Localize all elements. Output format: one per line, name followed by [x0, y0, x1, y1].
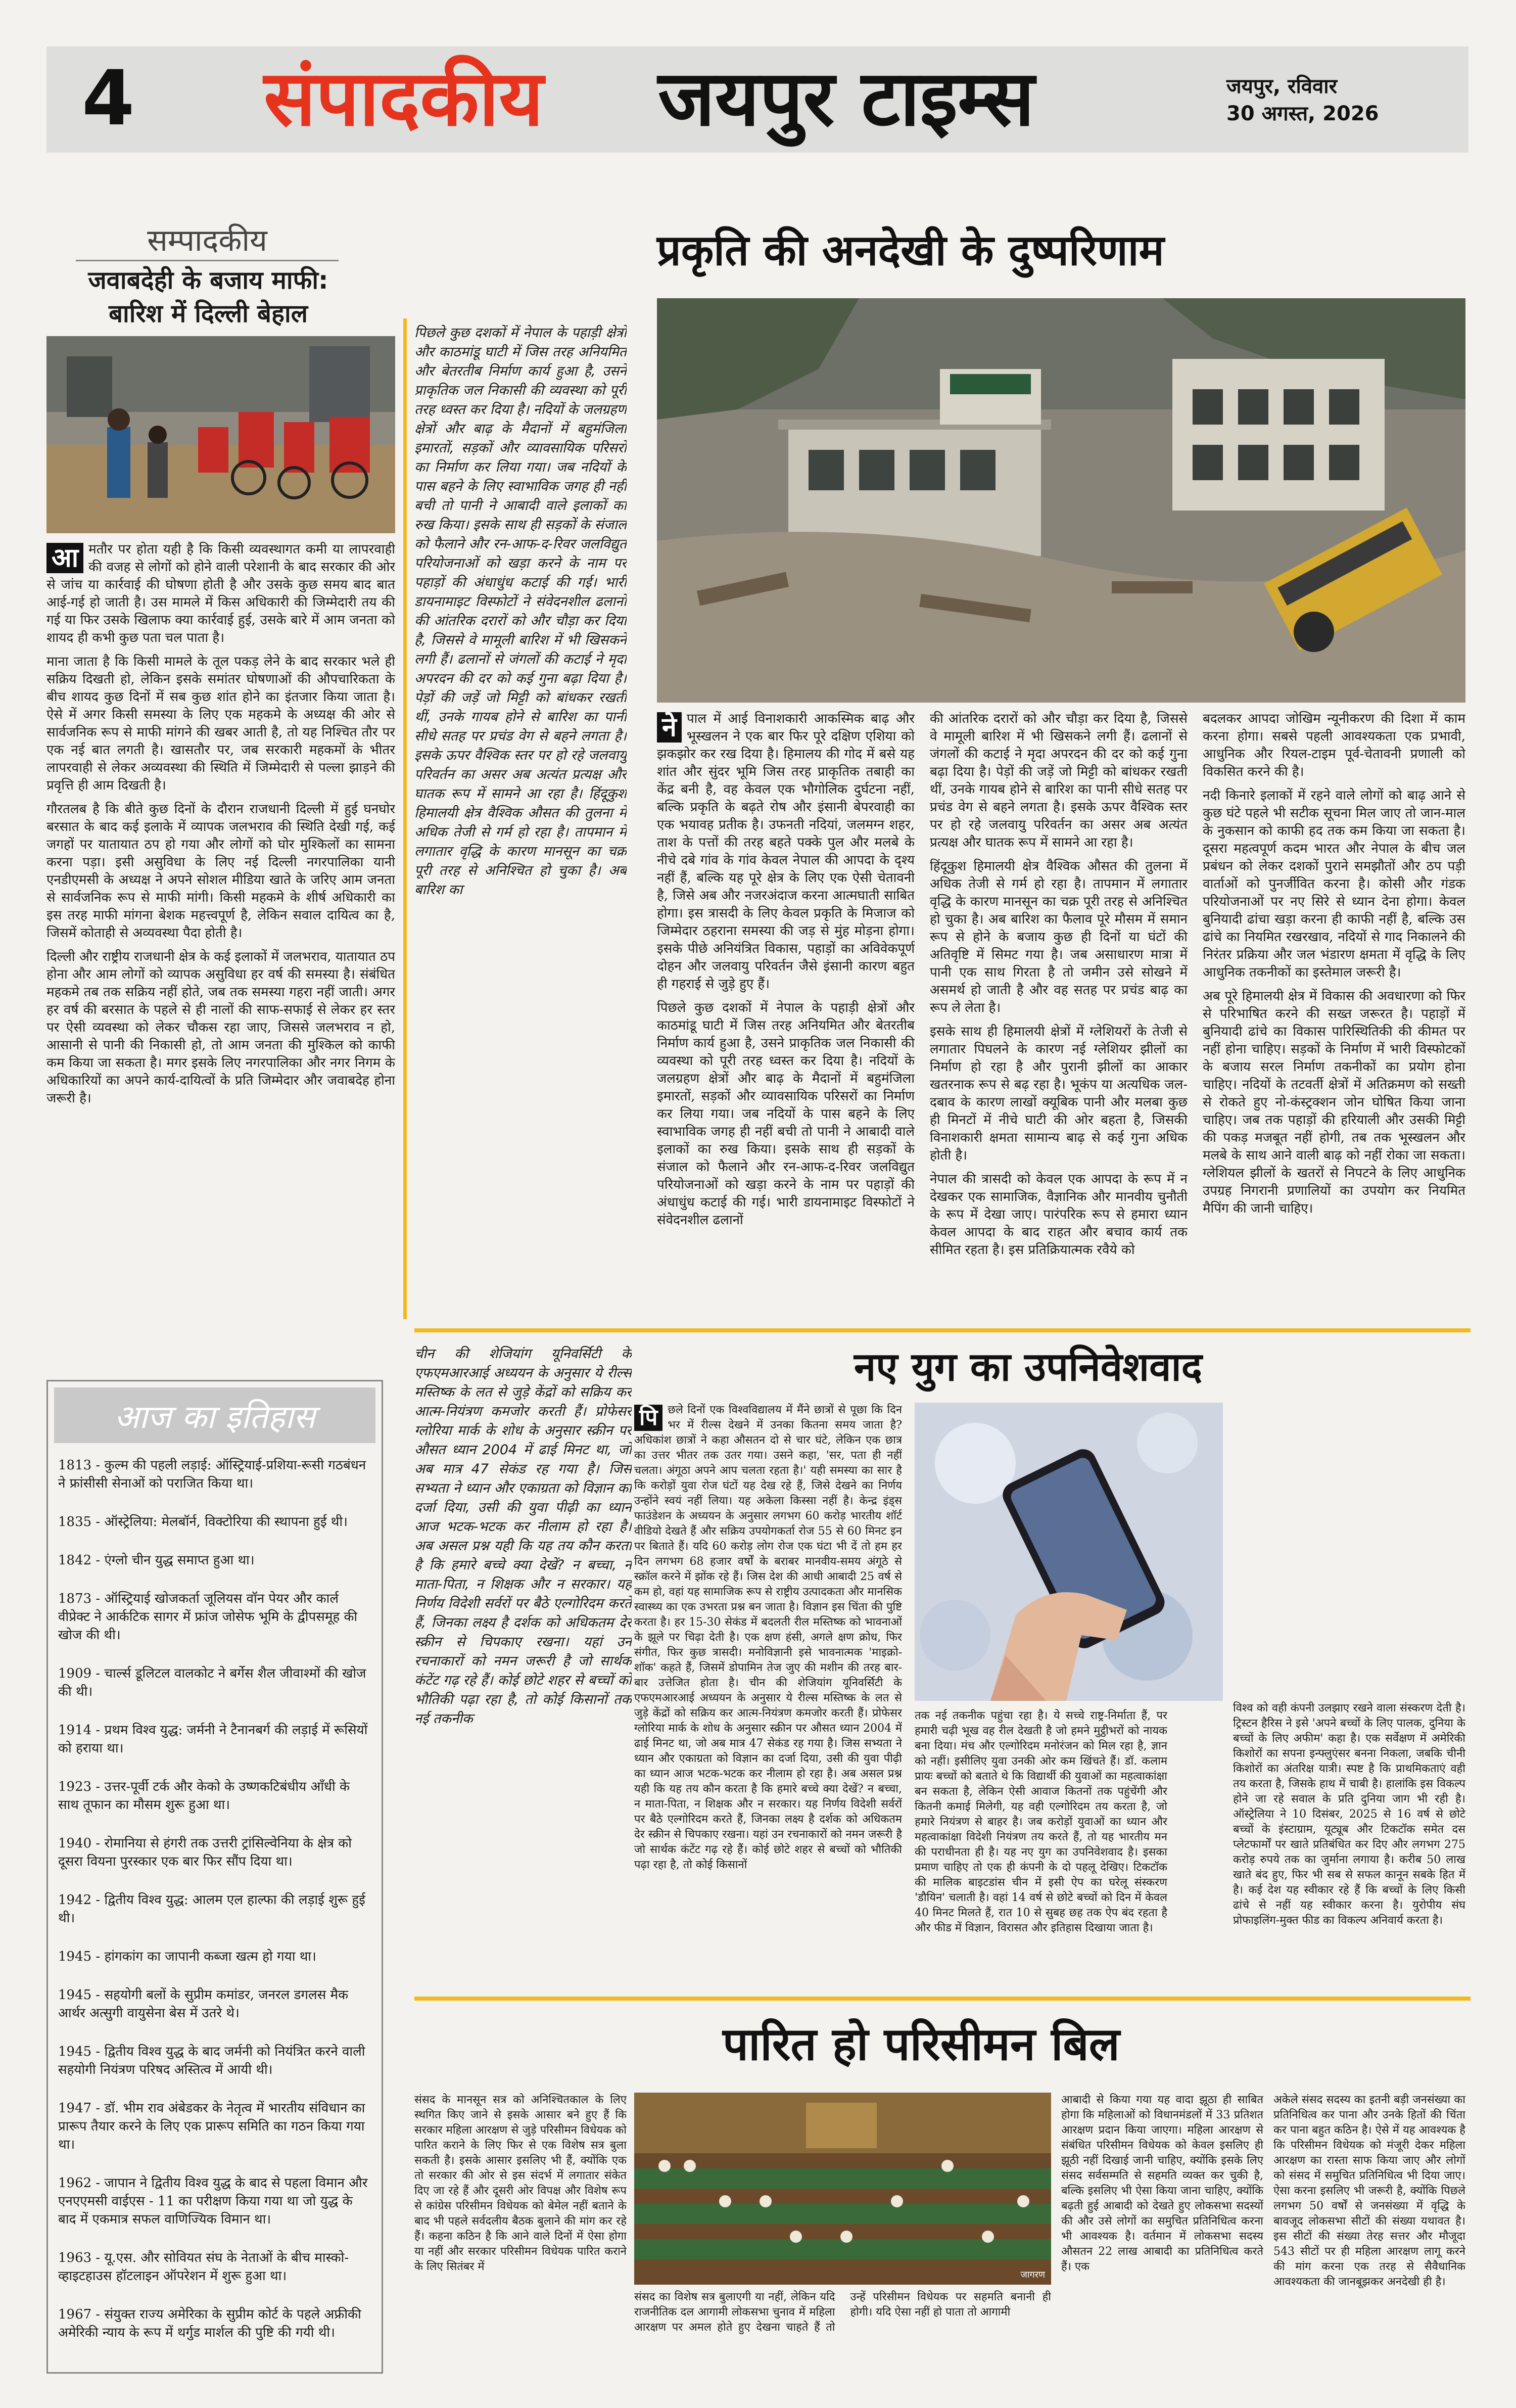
- delimitation-col-3: अकेले संसद सदस्य का इतनी बड़ी जनसंख्या का प्रतिनिधित्व कर पाना और उनके हितों की चिंता कर पाना बहुत कठिन है। ऐसे में यह आवश्यक है कि परिसीमन विधेयक को मंजूरी देकर महिला आरक्षण का रास्ता साफ किया जाए और लोगों को संसद में समुचित प्रतिनिधित्व भी दिया जाए। ऐसा करना इसलिए भी जरूरी है, क्योंकि पिछले लगभग 50 वर्षों से जनसंख्या में वृद्धि के बावजूद लोकसभा सीटों की संख्या यथावत है। इस सीटों की संख्या तेरह सत्तर और मौजूदा 543 सीटों पर ही महिला आरक्षण लागू करने की मांग करना एक तरह से सैवैधानिक आवश्यकता की जानबूझकर अनदेखी ही है।: [1273, 2094, 1465, 2288]
- history-item: 1945 - द्वितीय विश्व युद्ध के बाद जर्मनी को नियंत्रित करने वाली सहयोगी नियंत्रण परिषद अस्तित्व में आयी थी।: [58, 2044, 365, 2077]
- pullquote-nepal: पिछले कुछ दशकों में नेपाल के पहाड़ी क्षेत्रों और काठमांडू घाटी में जिस तरह अनियमित और बेतरतीब निर्माण कार्य हुआ है, उसने प्राकृतिक जल निकासी की व्यवस्था को पूरी तरह ध्वस्त कर दिया है। नदियों के जलग्रहण क्षेत्रों और बाढ़ के मैदानों में बहुमंजिला इमारतों, सड़कों और व्यावसायिक परिसरों का निर्माण कर लिया गया। जब नदियों के पास बहने के लिए स्वाभाविक जगह ही नहीं बची तो पानी ने आबादी वाले इलाकों का रुख किया। इसके साथ ही सड़कों के संजाल को फैलाने और रन-आफ-द-रिवर जलविद्युत परियोजनाओं को खड़ा करने के नाम पर पहाड़ों की अंधाधुंध कटाई की गई। भारी डायनामाइट विस्फोटों ने संवेदनशील ढलानों की आंतरिक दरारों को और चौड़ा कर दिया है, जिससे वे मामूली बारिश में भी खिसकने लगी हैं। ढलानों से जंगलों की कटाई ने मृदा अपरदन की दर को कई गुना बढ़ा दिया है। पेड़ों की जड़ें जो मिट्टी को बांधकर रखती थीं, उनके गायब होने से बारिश का पानी सीधे सतह पर प्रचंड वेग से बहने लगता है। इसके ऊपर वैश्विक स्तर पर हो रहे जलवायु परिवर्तन का असर अब अत्यंत प्रत्यक्ष और घातक रूप में सामने आ रहा है। हिंदूकुश हिमालयी क्षेत्र वैश्विक औसत की तुलना में अधिक तेजी से गर्म हो रहा है। तापमान में लगातार वृद्धि के कारण मानसून का चक्र पूरी तरह से अनिश्चित हो चुका है। अब बारिश का: [414, 325, 627, 898]
- nepal-flood-photo: [657, 298, 1465, 703]
- history-item: 1813 - कुल्म की पहली लड़ाई: ऑस्ट्रियाई-प्रशिया-रूसी गठबंधन ने फ्रांसीसी सेनाओं को पराजित किया था।: [58, 1458, 366, 1491]
- delhi-rain-photo: [46, 336, 395, 533]
- feature-col-3: बदलकर आपदा जोखिम न्यूनीकरण की दिशा में काम करना होगा। सबसे पहली आवश्यकता एक प्रभावी, आधुनिक और रियल-टाइम पूर्व-चेतावनी प्रणाली को विकसित करने की है। नदी किनारे इलाकों में रहने वाले लोगों को बाढ़ आने से कुछ घंटे पहले भी सटीक सूचना मिल जाए तो जान-माल के नुकसान को काफी हद तक कम किया जा सकता है। दूसरा महत्वपूर्ण कदम भारत और नेपाल के बीच जल प्रबंधन को लेकर दशकों पुराने समझौतों और ठप पड़ी वार्ताओं को पुनर्जीवित करना है। कोसी और गंडक परियोजनाओं पर नए सिरे से ध्यान देना होगा। केवल बुनियादी ढांचा खड़ा करना ही काफी नहीं है, बल्कि उस ढांचे का नियमित रखरखाव, नदियों से गाद निकालने की निरंतर प्रक्रिया और जल भंडारण क्षमता में वृद्धि के लिए आधुनिक तकनीकों का इस्तेमाल जरूरी है। अब पूरे हिमालयी क्षेत्र में विकास की अवधारणा को फिर से परिभाषित करने की सख्त जरूरत है। पहाड़ों में बुनियादी ढांचे का विकास पारिस्थितिकी की कीमत पर नहीं होना चाहिए। सड़कों के निर्माण में भारी विस्फोटकों के बजाय सरल निर्माण तकनीकों का प्रयोग होना चाहिए। नदियों के तटवर्ती क्षेत्रों में अतिक्रमण को सख्ती से रोकते हुए नो-कंस्ट्रक्शन जोन घोषित किया जाना चाहिए। जब तक पहाड़ों की हरियाली और उसकी मिट्टी की पकड़ मजबूत नहीं होगी, तब तक भूस्खलन और मलबे के साथ आने वाली बाढ़ को नहीं रोका जा सकता। ग्लेशियल झीलों के खतरों से निपटने के लिए आधुनिक उपग्रह निगरानी प्रणालियों का उपयोग कर नियमित मैपिंग की जानी चाहिए।: [1203, 711, 1465, 1216]
- parliament-photo: [634, 2093, 1051, 2285]
- issue-date: 30 अगस्त, 2026: [1226, 102, 1379, 125]
- history-item: 1835 - ऑस्ट्रेलिया: मेलबॉर्न, विक्टोरिया की स्थापना हुई थी।: [58, 1514, 348, 1530]
- city-day: जयपुर, रविवार: [1226, 75, 1338, 98]
- delimitation-headline: पारित हो परिसीमन बिल: [723, 2018, 1120, 2071]
- editorial-headline: जवाबदेही के बजाय माफी: बारिश में दिल्ली बेहाल: [88, 266, 328, 328]
- dateline: [1226, 73, 1449, 127]
- drop-cap: ने: [657, 712, 682, 743]
- section-divider: [414, 1328, 1471, 1332]
- feature-col-2: की आंतरिक दरारों को और चौड़ा कर दिया है, जिससे वे मामूली बारिश में भी खिसकने लगी हैं। ढलानों से जंगलों की कटाई ने मृदा अपरदन की दर को कई गुना बढ़ा दिया है। पेड़ों की जड़ें जो मिट्टी को बांधकर रखती थीं, उनके गायब होने से बारिश का पानी सीधे सतह पर प्रचंड वेग से बहने लगता है। इसके ऊपर वैश्विक स्तर पर हो रहे जलवायु परिवर्तन का असर अब अत्यंत प्रत्यक्ष और घातक रूप में सामने आ रहा है। हिंदूकुश हिमालयी क्षेत्र वैश्विक औसत की तुलना में अधिक तेजी से गर्म हो रहा है। तापमान में लगातार वृद्धि के कारण मानसून का चक्र पूरी तरह से अनिश्चित हो चुका है। अब बारिश का फैलाव पूरे मौसम में समान रूप से होने के बजाय कुछ ही दिनों या घंटों की अतिवृष्टि में सिमट गया है। जब असाधारण मात्रा में पानी एक साथ गिरता है तो जमीन उसे सोखने में असमर्थ हो जाती है और वह सतह पर प्रचंड बाढ़ का रूप ले लेता है। इसके साथ ही हिमालयी क्षेत्रों में ग्लेशियरों के तेजी से लगातार पिघलने के कारण नई ग्लेशियर झीलों का निर्माण हो रहा है और पुरानी झीलों का आकार खतरनाक रूप से बढ़ रहा है। भूकंप या अत्यधिक जल-दबाव के कारण लाखों क्यूबिक पानी और मलबा कुछ ही मिनटों में नीचे घाटी की ओर बहता है, जिसकी विनाशकारी क्षमता सामान्य बाढ़ से कई गुना अधिक होती है। नेपाल की त्रासदी को केवल एक आपदा के रूप में न देखकर एक सामाजिक, वैज्ञानिक और मानवीय चुनौती के रूप में देखा जाए। पारंपरिक रूप से हमारा ध्यान केवल आपदा के बाद राहत और बचाव कार्य तक सीमित रहता है। इस प्रतिक्रियात्मक रवैये को: [930, 711, 1188, 1258]
- history-title-bar: [54, 1387, 375, 1443]
- colonial-col-3: विश्व को वही कंपनी उलझाए रखने वाला संस्करण देती है। ट्रिस्टन हैरिस ने इसे 'अपने बच्चों के लिए पालक, दुनिया के बच्चों के लिए अफीम' कहा है। एक सर्वेक्षण में अमेरिकी किशोरों का सपना इन्फ्लुएंसर बनना निकला, जबकि चीनी किशोरों का अंतरिक्ष यात्री। स्पष्ट है कि प्राथमिकताएं वही तय करता है, जिसके हाथ में चाबी है। हालांकि इस विकल्प होने जा रहे सवाल के प्रति दुनिया जाग भी रही है। ऑस्ट्रेलिया ने 10 दिसंबर, 2025 से 16 वर्ष से छोटे बच्चों के इंस्टाग्राम, यूट्यूब और टिकटॉक समेत दस प्लेटफार्मों पर खाते प्रतिबंधित कर दिए और लगभग 275 करोड़ रुपये तक का जुर्माना लगाया है। करीब 50 लाख खाते बंद हुए, फिर भी सब से सफल कानून सबके हित में है। कई देश यह स्वीकार रहे हैं कि बच्चों के लिए किसी ढांचे से नहीं यह स्वीकार करना है। युरोपीय संघ प्रोफाइलिंग-मुक्त फीड का विकल्प अनिवार्य करता है।: [1233, 1702, 1465, 1927]
- hand-holding-phone-image: [915, 1403, 1223, 1701]
- history-item: 1962 - जापान ने द्वितीय विश्व युद्ध के बाद से पहला विमान और एनएएमसी वाईएस - 11 का परीक्षण किया गया था जो युद्ध के बाद में एकमात्र सफल वाणिज्यिक विमान था।: [58, 2175, 368, 2227]
- colonial-headline: नए युग का उपनिवेशवाद: [854, 1345, 1203, 1390]
- drop-cap: आ: [46, 543, 83, 573]
- history-item: 1923 - उत्तर-पूर्वी टर्क और केको के उष्णकटिबंधीय आँधी के साथ तूफान का मौसम शुरू हुआ था।: [58, 1779, 350, 1813]
- newspaper-name: जयपुर टाइम्स: [658, 54, 1035, 143]
- history-item: 1873 - ऑस्ट्रियाई खोजकर्ता जूलियस वॉन पेयर और कार्ल वीप्रेक्ट ने आर्कटिक सागर में फ्रांज जोसेफ भूमि के द्वीपसमूह की खोज की थी।: [58, 1591, 358, 1643]
- history-item: 1945 - सहयोगी बलों के सुप्रीम कमांडर, जनरल डगलस मैक आर्थर अत्सुगी वायुसेना बेस में उतरे थे।: [58, 1987, 349, 2021]
- history-item: 1842 - एंग्लो चीन युद्ध समाप्त हुआ था।: [58, 1553, 255, 1568]
- flood-debris-image: [657, 298, 1465, 703]
- parliament-session-image: [634, 2093, 1051, 2285]
- history-item: 1909 - चार्ल्स डूलिटल वालकोट ने बर्गेस शैल जीवाश्मों की खोज की थी।: [58, 1666, 366, 1699]
- delimitation-left: संसद के मानसून सत्र को अनिश्चितकाल के लिए स्थगित किए जाने से इसके आसार बने हुए हैं कि सरकार महिला आरक्षण से जुड़े परिसीमन विधेयक को पारित कराने के लिए फिर से एक विशेष सत्र बुला सकती है। इसके आसार इसलिए भी हैं, क्योंकि एक तो सरकार की ओर से इस संदर्भ में लगातार संकेत दिए जा रहे हैं और दूसरी ओर विपक्ष और विशेष रूप से कांग्रेस परिसीमन विधेयक को बेमेल नहीं बताने के बाद भी पहले सर्वदलीय बैठक बुलाने की मांग कर रहे हैं। कहना कठिन है कि आने वाले दिनों में ऐसा होगा या नहीं और सरकार परिसीमन विधेयक पारित कराने के लिए सितंबर में: [414, 2094, 627, 2273]
- section-divider-2: [414, 1997, 1471, 2001]
- colonial-col-2: तक नई तकनीक पहुंचा रहा है। ये सच्चे राष्ट्र-निर्माता हैं, पर हमारी चढ़ी भूख वह रील देखती है जो हमने मुट्ठीभरों को नायक बना दिया। मंच और एल्गोरिदम मनोरंजन को मिल रहा है, ज्ञान को नहीं। इसीलिए युवा उनकी ओर कम खिंचते हैं। डॉ. कलाम प्रायः बच्चों को बताते थे कि विद्यार्थी की युवाओं का महत्वाकांक्षा बन सकता है, लेकिन ऐसी आवाज कितनों तक पहुंचेंगी और कितनी कमाई मिलेगी, यह वही एल्गोरिदम तय करता है, जो हमारे नियंत्रण से बाहर है। जब करोड़ों युवाओं का ध्यान और महत्वाकांक्षा विदेशी नियंत्रण तय करते हैं, तो यह भारतीय मन की पराधीनता ही है। यह नए युग का उपनिवेशवाद है। इसका प्रमाण चाहिए तो एक ही कंपनी के दो पहलू देखिए। टिकटॉक की मालिक बाइटडांस चीन में इसी ऐप का घरेलू संस्करण 'डौयिन' चलाती है। वहां 14 वर्ष से छोटे बच्चों को दिन में केवल 40 मिनट मिलते हैं, रात 10 से सुबह छह तक ऐप बंद रहता है और फीड में विज्ञान, विरासत और इतिहास दिखाया जाता है।: [915, 1709, 1167, 1934]
- history-item: 1947 - डॉ. भीम राव अंबेडकर के नेतृत्व में भारतीय संविधान का प्रारूप तैयार करने के लिए एक प्रारूप समिति का गठन किया गया था।: [58, 2101, 365, 2152]
- history-item: 1914 - प्रथम विश्व युद्ध: जर्मनी ने टैनानबर्ग की लड़ाई में रूसियों को हराया था।: [58, 1723, 368, 1756]
- delimitation-col-2: आबादी से किया गया यह वादा झूठा ही साबित होगा कि महिलाओं को विधानमंडलों में 33 प्रतिशत आरक्षण प्रदान किया जाएगा। महिला आरक्षण से संबंधित परिसीमन विधेयक को केवल इसलिए ही झूठी नहीं दिखाई जानी चाहिए, क्योंकि इसके लिए संसद सर्वसम्मति से सहमति व्यक्त कर चुकी है, बल्कि इसलिए भी ऐसा किया जाना चाहिए, क्योंकि बढ़ती हुई आबादी को देखते हुए लोकसभा सदस्यों की और उसे लोगों का समुचित प्रतिनिधित्व करना भी आवश्यक है। वर्तमान में लोकसभा सदस्य औसतन 22 लाख आबादी का प्रतिनिधित्व करते हैं। एक: [1061, 2094, 1263, 2273]
- feature-col-1: ने पाल में आई विनाशकारी आकस्मिक बाढ़ और भूस्खलन ने एक बार फिर पूरे दक्षिण एशिया को झकझोर कर रख दिया है। हिमालय की गोद में बसे यह शांत और सुंदर भूमि जिस तरह प्राकृतिक तबाही का केंद्र बनी है, वह केवल एक भौगोलिक दुर्घटना नहीं, बल्कि प्रकृति के बढ़ते रोष और इंसानी बेपरवाही का एक भयावह प्रतीक है। उफनती नदियां, जलमग्न शहर, ताश के पत्तों की तरह बहते पक्के पुल और मलबे के नीचे दबे गांव के गांव केवल नेपाल की आपदा के दृश्य नहीं हैं, बल्कि यह पूरे क्षेत्र के लिए एक ऐसी चेतावनी है, जिसे अब और नजरअंदाज करना आत्मघाती साबित होगा। इस त्रासदी के लिए केवल प्रकृति के मिजाज को जिम्मेदार ठहराना समस्या की जड़ से मुंह मोड़ना होगा। इसके पीछे अनियंत्रित विकास, पहाड़ों का अविवेकपूर्ण दोहन और जलवायु परिवर्तन जैसे इंसानी कारण बहुत ही गहराई से जुड़े हुए हैं। पिछले कुछ दशकों में नेपाल के पहाड़ी क्षेत्रों और काठमांडू घाटी में जिस तरह अनियमित और बेतरतीब निर्माण कार्य हुआ है, उसने प्राकृतिक जल निकासी की व्यवस्था को पूरी तरह ध्वस्त कर दिया है। नदियों के जलग्रहण क्षेत्रों और बाढ़ के मैदानों में बहुमंजिला इमारतों, सड़कों और व्यावसायिक परिसरों का निर्माण कर लिया गया। जब नदियों के पास बहने के लिए स्वाभाविक जगह ही नहीं बची तो पानी ने आबादी वाले इलाकों का रुख किया। इसके साथ ही सड़कों के संजाल को फैलाने और रन-आफ-द-रिवर जलविद्युत परियोजनाओं को खड़ा करने के नाम पर पहाड़ों की अंधाधुंध कटाई की गई। भारी डायनामाइट विस्फोटों ने संवेदनशील ढलानों: [657, 711, 915, 1228]
- section-title: संपादकीय: [264, 54, 544, 143]
- history-title: आज का इतिहास: [114, 1398, 315, 1436]
- history-item: 1967 - संयुक्त राज्य अमेरिका के सुप्रीम कोर्ट के पहले अफ्रीकी अमेरिकी न्याय के रूप में थर्गुड मार्शल की पुष्टि की गयी थी।: [58, 2307, 361, 2340]
- history-item: 1945 - हांगकांग का जापानी कब्जा खत्म हो गया था।: [58, 1949, 316, 1964]
- yellow-rule: [403, 318, 407, 1319]
- feature-headline: प्रकृति की अनदेखी के दुष्परिणाम: [657, 225, 1164, 275]
- history-list: [48, 1449, 382, 2356]
- photo-credit: जागरण: [1020, 2270, 1045, 2280]
- masthead: [46, 47, 1468, 153]
- flooded-street-image: [46, 336, 395, 533]
- history-item: 1963 - यू.एस. और सोवियत संघ के नेताओं के बीच मास्को-व्हाइटहाउस हॉटलाइन ऑपरेशन में शुरू हुआ था।: [58, 2250, 349, 2284]
- drop-cap: पि: [634, 1405, 662, 1431]
- history-item: 1940 - रोमानिया से हंगरी तक उत्तरी ट्रांसिल्वेनिया के क्षेत्र को दूसरा वियना पुरस्कार एक बार फिर सौंप दिया था।: [58, 1836, 352, 1869]
- page-number: 4: [82, 55, 135, 143]
- history-box: [46, 1380, 383, 2374]
- history-item: 1942 - द्वितीय विश्व युद्ध: आलम एल हाल्फा की लड़ाई शुरू हुई थी।: [58, 1892, 365, 1926]
- delimitation-below-photo: संसद का विशेष सत्र बुलाएगी या नहीं, लेकिन यदि राजनीतिक दल आगामी लोकसभा चुनाव में महिला आरक्षण पर अमल होते हुए देखना चाहते हैं तो उन्हें परिसीमन विधेयक पर सहमति बनानी ही होगी। यदि ऐसा नहीं हो पाता तो आगामी: [634, 2291, 1051, 2334]
- phone-photo: [915, 1403, 1223, 1701]
- pullquote-reels: चीन की शेजियांग यूनिवर्सिटी के एफएमआरआई अध्ययन के अनुसार ये रील्स मस्तिष्क के लत से जुड़े केंद्रों को सक्रिय कर आत्म-नियंत्रण कमजोर करती हैं। प्रोफेसर ग्लोरिया मार्क के शोध के अनुसार स्क्रीन पर औसत ध्यान 2004 में ढाई मिनट था, जो अब मात्र 47 सेकंड रह गया है। जिस सभ्यता ने ध्यान और एकाग्रता को विज्ञान का दर्जा दिया, उसी की युवा पीढ़ी का ध्यान आज भटक-भटक कर नीलाम हो रहा है। अब असल प्रश्न यही कि यह तय कौन करता है कि हमारे बच्चे क्या देखें? न बच्चा, न माता-पिता, न शिक्षक और न सरकार। यह निर्णय विदेशी सर्वरों पर बैठे एल्गोरिदम करते हैं, जिनका लक्ष्य है दर्शक को अधिकतम देर स्क्रीन से चिपकाए रखना। यहां उन रचनाकारों को नमन जरूरी है जो सार्थक कंटेंट गढ़ रहे हैं। कोई छोटे शहर से बच्चों को भौतिकी पढ़ा रहा है, तो कोई किसानों तक नई तकनीक: [414, 1346, 632, 1727]
- colonial-col-1: पि छले दिनों एक विश्वविद्यालय में मैंने छात्रों से पूछा कि दिन भर में रील्स देखने में उनका कितना समय जाता है? अधिकांश छात्रों ने कहा औसतन दो से चार घंटे, लेकिन एक छात्र का उत्तर भीतर तक उतर गया। उसने कहा, 'सर, पता ही नहीं चलता। अंगूठा अपने आप चलता रहता है।' यही समस्या का सार है कि करोड़ों युवा रोज घंटों यह देख रहे हैं, जिसे देखने का निर्णय उन्होंने स्वयं नहीं लिया। यह अकेला किस्सा नहीं है। केन्द्र इंड्स फाउंडेशन के अध्ययन के अनुसार लगभग 60 करोड़ भारतीय शॉर्ट वीडियो देखते हैं और सक्रिय उपयोगकर्ता रोज 55 से 60 मिनट इन पर बिताते हैं। यदि 60 करोड़ लोग रोज एक घंटा भी दें तो हम हर दिन लगभग 68 हजार वर्षों के बराबर मानवीय-समय अंगूठे से स्क्रॉल करने में झोंक रहे हैं। जिस देश की आधी आबादी 25 वर्ष से कम हो, वहां यह सामाजिक रूप से राष्ट्रीय उत्पादकता और मानसिक स्वास्थ्य का एक उभरता प्रश्न बन जाता है। विज्ञान इस चिंता की पुष्टि करता है। हर 15-30 सेकंड में बदलती रील मस्तिष्क को भावनाओं के झूले पर चिढ़ा देती है। एक क्षण हंसी, अगले क्षण क्रोध, फिर संगीत, फिर कुछ त्रासदी। मनोविज्ञानी इसे भावनात्मक 'माइक्रो-शॉक' कहते हैं, जिसमें डोपामिन तेज जुए की मशीन की तरह बार-बार उत्तेजित होता है। चीन की शेजियांग यूनिवर्सिटी के एफएमआरआई अध्ययन के अनुसार ये रील्स मस्तिष्क के लत से जुड़े केंद्रों को सक्रिय कर आत्म-नियंत्रण कमजोर करती हैं। प्रोफेसर ग्लोरिया मार्क के शोध के अनुसार स्क्रीन पर औसत ध्यान 2004 में ढाई मिनट था, जो अब मात्र 47 सेकंड रह गया है। जिस सभ्यता ने ध्यान और एकाग्रता को विज्ञान का दर्जा दिया, उसी की युवा पीढ़ी का ध्यान आज भटक-भटक कर नीलाम हो रहा है। अब असल प्रश्न यही कि यह तय कौन करता है कि हमारे बच्चे क्या देखें? न बच्चा, न माता-पिता, न शिक्षक और न सरकार। यह निर्णय विदेशी सर्वरों पर बैठे एल्गोरिदम करते हैं, जिनका लक्ष्य है दर्शक को अधिकतम देर स्क्रीन से चिपकाए रखना। यहां उन रचनाकारों को नमन जरूरी है जो सार्थक कंटेंट गढ़ रहे हैं। कोई छोटे शहर से बच्चों को भौतिकी पढ़ा रहा है, तो कोई किसानों: [634, 1404, 902, 1871]
- editorial-label: सम्पादकीय: [76, 218, 339, 261]
- editorial-body: आ मतौर पर होता यही है कि किसी व्यवस्थागत कमी या लापरवाही की वजह से लोगों को होने वाली परेशानी के बाद सरकार की ओर से जांच या कार्रवाई की घोषणा होती है और उसके कुछ समय बाद बात आई-गई हो जाती है। उस मामले में किस अधिकारी की जिम्मेदारी तय की गई या फिर उसके खिलाफ क्या कार्रवाई हुई, उसके बारे में आम जनता को शायद ही कभी कुछ पता चल पाता है। माना जाता है कि किसी मामले के तूल पकड़ लेने के बाद सरकार भले ही सक्रिय दिखती हो, लेकिन इसके समांतर घोषणाओं की औपचारिकता के बीच शायद कुछ दिनों में सब कुछ शांत होने का इंतजार किया जाता है। ऐसे में अगर किसी समस्या के लिए एक महकमे के अध्यक्ष की ओर से सार्वजनिक रूप से माफी मांगने की खबर आती है, तो यह निश्चित तौर पर एक नई बात लगती है। खासतौर पर, जब सरकारी महकमों के भीतर लापरवाही से लेकर अव्यवस्था की स्थिति में जिम्मेदारी से पल्ला झाड़ने की प्रवृत्ति ही आम दिखती है। गौरतलब है कि बीते कुछ दिनों के दौरान राजधानी दिल्ली में हुई घनघोर बरसात के बाद कई इलाके में व्यापक जलभराव की स्थिति देखी गई, कई जगहों पर यातायात ठप हो गया और लोगों को घोर मुश्किलों का सामना करना पड़ा। इसी असुविधा के लिए नई दिल्ली नगरपालिका यानी एनडीएमसी के अध्यक्ष ने अपने सोशल मीडिया खाते के जरिए आम जनता से सार्वजनिक रूप से माफी मांगी। किसी महकमे के शीर्ष अधिकारी का इस तरह माफी मांगना बेशक महत्त्वपूर्ण है, लेकिन सवाल दायित्व का है, जिसमें कोताही से अव्यवस्था पैदा होती है। दिल्ली और राष्ट्रीय राजधानी क्षेत्र के कई इलाकों में जलभराव, यातायात ठप होना और आम लोगों को व्यापक असुविधा हर वर्ष की समस्या है। संबंधित महकमे तब तक सक्रिय नहीं होते, जब तक समस्या गहरा नहीं जाती। अगर हर वर्ष की बरसात के पहले से ही नालों की साफ-सफाई से लेकर हर स्तर पर ऐसी व्यवस्था को लेकर चौकस रहा जाए, जिससे जलभराव न हो, आसानी से पानी की निकासी हो, तो आम जनता की मुश्किल को काफी कम किया जा सकता है। मगर इसके लिए नगरपालिका और नगर निगम के अधिकारियों का अपने कार्य-दायित्वों के प्रति जिम्मेदार और जवाबदेह होना जरूरी है।: [46, 542, 395, 1106]
